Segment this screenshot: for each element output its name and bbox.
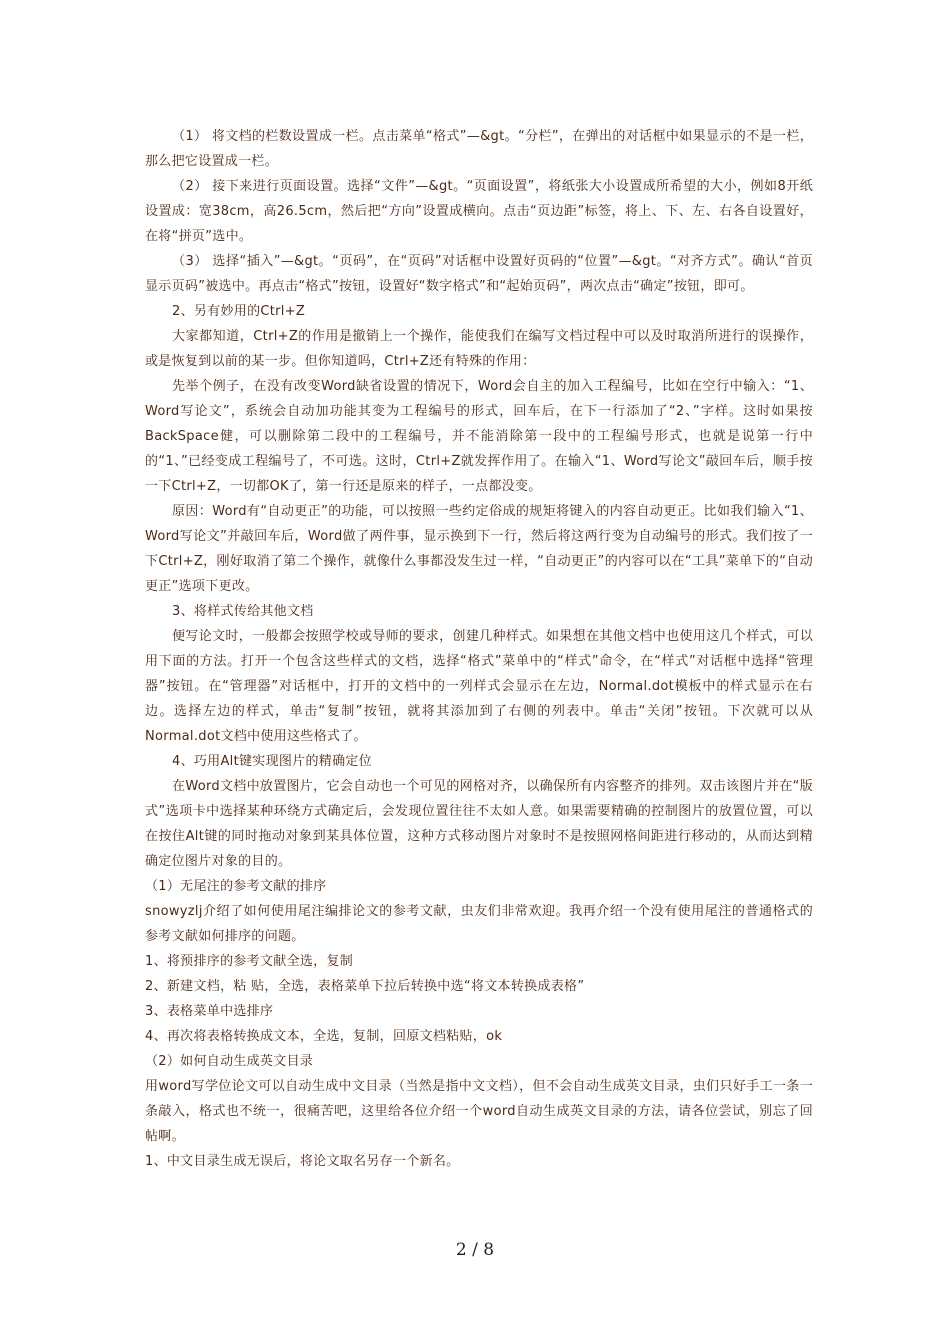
paragraph: 在Word文档中放置图片，它会自动也一个可见的网格对齐，以确保所有内容整齐的排列。双击该图片并在“版式”选项卡中选择某种环绕方式确定后，会发现位置往往不太如人意。如果需要精确的控制图片的放置位置，可以在按住Alt键的同时拖动对象到某具体位置，这种方式移动图片对象时不是按照网格间距进行移动的，从而达到精确定位图片对象的目的。 <box>145 779 813 869</box>
paragraph: 2、新建文档，粘 贴，全选，表格菜单下拉后转换中选“将文本转换成表格” <box>145 979 585 994</box>
paragraph: 用word写学位论文可以自动生成中文目录（当然是指中文文档），但不会自动生成英文目录，虫们只好手工一条一条敲入，格式也不统一，很痛苦吧，这里给各位介绍一个word自动生成英文目录的方法，请各位尝试，别忘了回帖啊。 <box>145 1079 813 1144</box>
paragraph: 大家都知道，Ctrl+Z的作用是撤销上一个操作，能使我们在编写文档过程中可以及时取消所进行的误操作，或是恢复到以前的某一步。但你知道吗，Ctrl+Z还有特殊的作用： <box>145 329 813 369</box>
paragraph: 1、中文目录生成无误后，将论文取名另存一个新名。 <box>145 1154 460 1169</box>
paragraph: 2、另有妙用的Ctrl+Z <box>172 304 306 319</box>
paragraph: snowyzlj介绍了如何使用尾注编排论文的参考文献，虫友们非常欢迎。我再介绍一个没有使用尾注的普通格式的参考文献如何排序的问题。 <box>145 904 813 944</box>
document-body <box>145 124 813 1174</box>
page-number: 2 / 8 <box>455 1240 495 1260</box>
paragraph: （2）如何自动生成英文目录 <box>145 1054 314 1069</box>
paragraph: （2） 接下来进行页面设置。选择“文件”—&gt。“页面设置”，将纸张大小设置成所希望的大小，例如8开纸设置成：宽38cm，高26.5cm，然后把“方向”设置成横向。点击“页边距”标签，将上、下、左、右各自设置好，在将“拼页”选中。 <box>145 179 813 244</box>
paragraph: 4、再次将表格转换成文本，全选，复制，回原文档粘贴，ok <box>145 1029 503 1044</box>
paragraph: 3、将样式传给其他文档 <box>172 604 314 619</box>
paragraph: 原因：Word有“自动更正”的功能，可以按照一些约定俗成的规矩将键入的内容自动更正。比如我们输入“1、Word写论文”并敲回车后，Word做了两件事，显示换到下一行，然后将这两行变为自动编号的形式。我们按了一下Ctrl+Z，刚好取消了第二个操作，就像什么事都没发生过一样，“自动更正”的内容可以在“工具”菜单下的“自动更正”选项下更改。 <box>145 504 813 594</box>
paragraph: 便写论文时，一般都会按照学校或导师的要求，创建几种样式。如果想在其他文档中也使用这几个样式，可以用下面的方法。打开一个包含这些样式的文档，选择“格式”菜单中的“样式”命令，在“样式”对话框中选择“管理器”按钮。在“管理器”对话框中，打开的文档中的一列样式会显示在左边，Normal.dot模板中的样式显示在右边。选择左边的样式，单击“复制”按钮，就将其添加到了右侧的列表中。单击“关闭”按钮。下次就可以从Normal.dot文档中使用这些格式了。 <box>145 629 813 744</box>
paragraph: （1）无尾注的参考文献的排序 <box>145 879 327 894</box>
paragraph: 3、表格菜单中选排序 <box>145 1004 274 1019</box>
paragraph: （1） 将文档的栏数设置成一栏。点击菜单“格式”—&gt。“分栏”，在弹出的对话框中如果显示的不是一栏，那么把它设置成一栏。 <box>145 129 813 169</box>
paragraph: 先举个例子，在没有改变Word缺省设置的情况下，Word会自主的加入工程编号，比如在空行中输入：“1、Word写论文”，系统会自动加功能其变为工程编号的形式，回车后，在下一行添加了“2、”字样。这时如果按BackSpace健，可以删除第二段中的工程编号，并不能消除第一段中的工程编号形式，也就是说第一行中的“1、”已经变成工程编号了，不可选。这时，Ctrl+Z就发挥作用了。在输入“1、Word写论文”敲回车后，顺手按一下Ctrl+Z，一切都OK了，第一行还是原来的样子，一点都没变。 <box>145 379 813 494</box>
paragraph: （3） 选择“插入”—&gt。“页码”，在“页码”对话框中设置好页码的“位置”—&gt。“对齐方式”。确认“首页显示页码”被选中。再点击“格式”按钮，设置好“数字格式”和“起始页码”，两次点击“确定”按钮，即可。 <box>145 254 813 294</box>
paragraph: 1、将预排序的参考文献全选，复制 <box>145 954 354 969</box>
paragraph: 4、巧用Alt键实现图片的精确定位 <box>172 754 372 769</box>
